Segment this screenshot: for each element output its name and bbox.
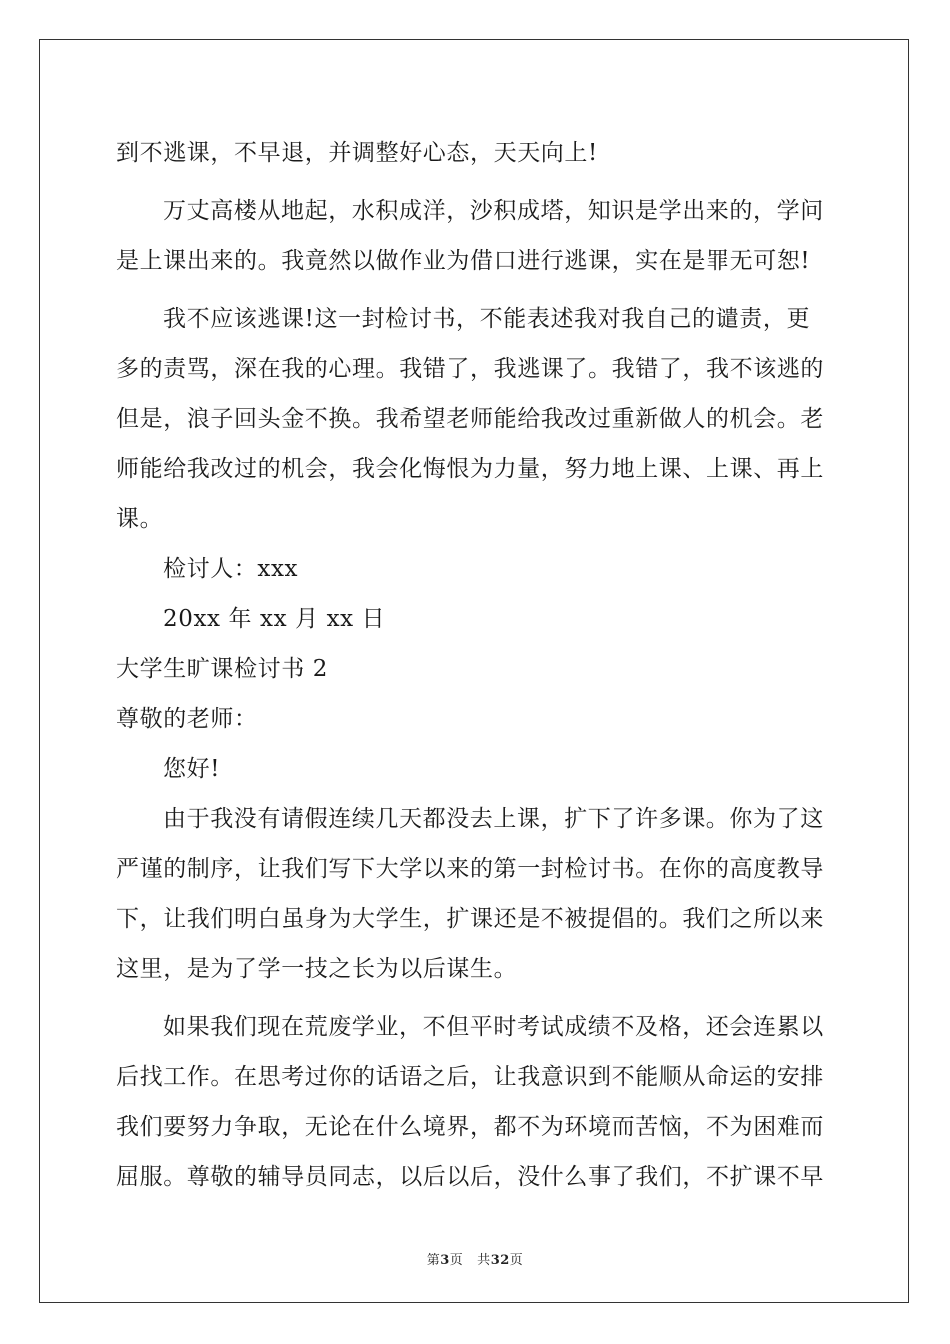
- text-line: 严谨的制序，让我们写下大学以来的第一封检讨书。在你的高度教导: [116, 856, 824, 882]
- signature-line: 检讨人：xxx: [163, 556, 299, 582]
- text-line: 多的责骂，深在我的心理。我错了，我逃课了。我错了，我不该逃的: [116, 356, 824, 382]
- section-title: 大学生旷课检讨书 2: [116, 656, 328, 682]
- salutation: 尊敬的老师：: [116, 706, 258, 732]
- date-line: 20xx 年 xx 月 xx 日: [163, 606, 386, 632]
- text-line: 后找工作。在思考过你的话语之后，让我意识到不能顺从命运的安排: [116, 1064, 824, 1090]
- text-line: 屈服。尊敬的辅导员同志，以后以后，没什么事了我们，不扩课不早: [116, 1164, 824, 1190]
- document-body: [116, 128, 836, 1202]
- page-prefix: 第: [426, 1253, 441, 1268]
- text-line: 这里，是为了学一技之长为以后谋生。: [116, 956, 518, 982]
- page-suffix: 页: [449, 1253, 464, 1268]
- page-total: 32: [490, 1253, 510, 1268]
- paragraph-start: 由于我没有请假连续几天都没去上课，扩下了许多课。你为了这: [163, 806, 824, 832]
- greeting: 您好!: [163, 756, 221, 782]
- paragraph-start: 如果我们现在荒废学业，不但平时考试成绩不及格，还会连累以: [163, 1014, 824, 1040]
- total-prefix: 共: [477, 1253, 491, 1268]
- text-line: 师能给我改过的机会，我会化悔恨为力量，努力地上课、上课、再上: [116, 456, 824, 482]
- paragraph-start: 我不应该逃课!这一封检讨书，不能表述我对我自己的谴责，更: [163, 306, 811, 332]
- text-line: 到不逃课，不早退，并调整好心态，天天向上!: [116, 140, 598, 166]
- text-line: 下，让我们明白虽身为大学生，扩课还是不被提倡的。我们之所以来: [116, 906, 824, 932]
- text-line: 是上课出来的。我竟然以做作业为借口进行逃课，实在是罪无可恕!: [116, 248, 811, 274]
- page-footer: [0, 1249, 950, 1268]
- paragraph-start: 万丈高楼从地起，水积成洋，沙积成塔，知识是学出来的，学问: [163, 198, 824, 224]
- total-suffix: 页: [509, 1253, 524, 1268]
- page-current: 3: [440, 1253, 450, 1268]
- text-line: 但是，浪子回头金不换。我希望老师能给我改过重新做人的机会。老: [116, 406, 824, 432]
- text-line: 课。: [116, 506, 164, 532]
- text-line: 我们要努力争取，无论在什么境界，都不为环境而苦恼，不为困难而: [116, 1114, 824, 1140]
